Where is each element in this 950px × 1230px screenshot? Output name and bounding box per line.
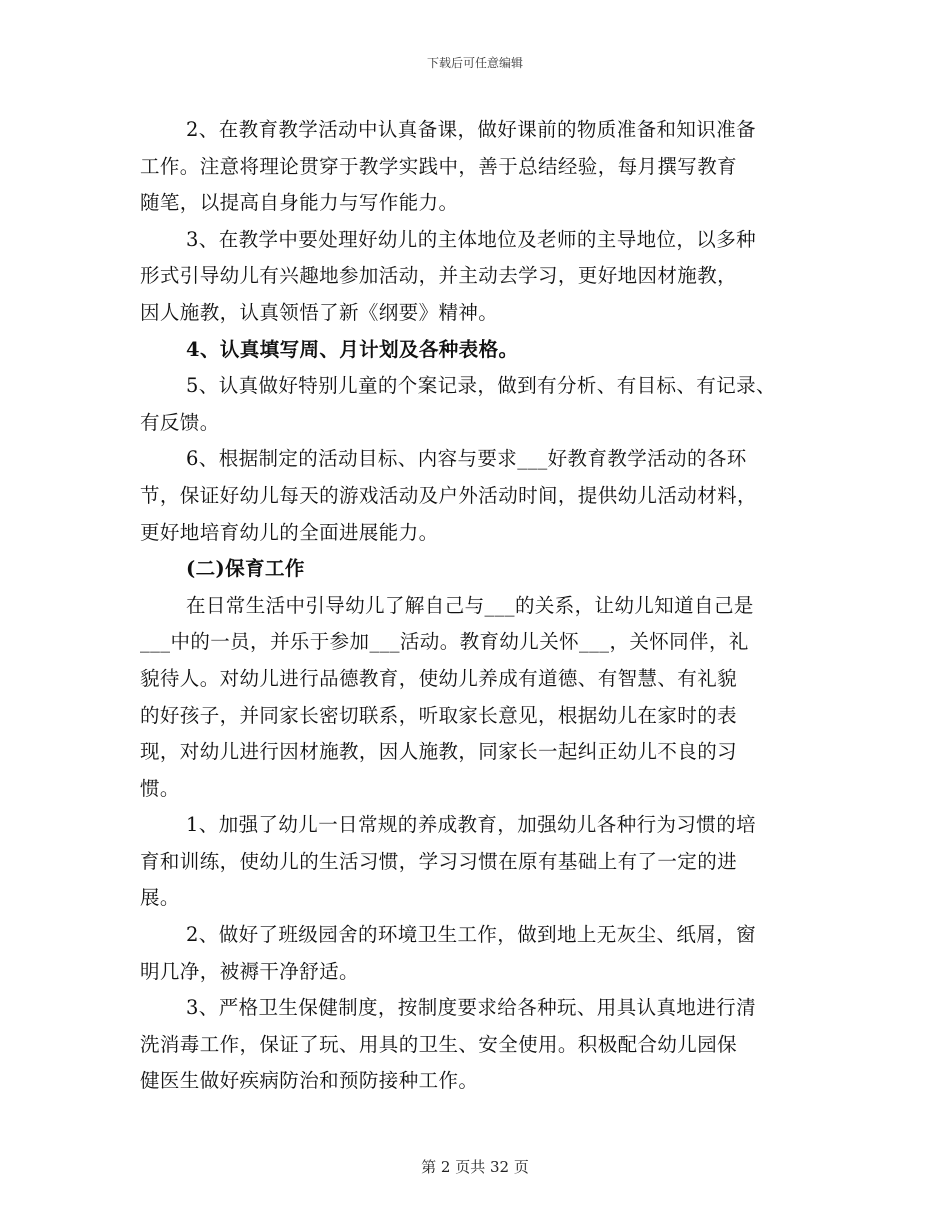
paragraph-line: 形式引导幼儿有兴趣地参加活动，并主动去学习，更好地因材施教， xyxy=(140,264,738,288)
paragraph-line: 貌待人。对幼儿进行品德教育，使幼儿养成有道德、有智慧、有礼貌 xyxy=(140,666,738,690)
paragraph-line: 1、加强了幼儿一日常规的养成教育，加强幼儿各种行为习惯的培 xyxy=(186,813,757,837)
paragraph-line: 的好孩子，并同家长密切联系，听取家长意见，根据幼儿在家时的表 xyxy=(140,703,738,727)
paragraph-line: ___中的一员，并乐于参加___活动。教育幼儿关怀___，关怀同伴，礼 xyxy=(140,630,749,654)
paragraph-line: 更好地培育幼儿的全面进展能力。 xyxy=(140,520,439,544)
paragraph-line: 有反馈。 xyxy=(140,410,220,434)
paragraph-line: 2、做好了班级园舍的环境卫生工作，做到地上无灰尘、纸屑，窗 xyxy=(186,923,757,947)
paragraph-line: 2、在教育教学活动中认真备课，做好课前的物质准备和知识准备 xyxy=(186,118,757,141)
section-heading: (二)保育工作 xyxy=(186,557,305,581)
paragraph-line: 工作。注意将理论贯穿于教学实践中，善于总结经验，每月撰写教育 xyxy=(140,154,738,178)
paragraph-line: 5、认真做好特别儿童的个案记录，做到有分析、有目标、有记录、 xyxy=(186,374,776,398)
bold-heading-line: 4、认真填写周、月计划及各种表格。 xyxy=(186,337,519,361)
paragraph-line: 健医生做好疾病防治和预防接种工作。 xyxy=(140,1069,479,1093)
document-body xyxy=(140,112,830,1100)
paragraph-line: 节，保证好幼儿每天的游戏活动及户外活动时间，提供幼儿活动材料， xyxy=(140,483,757,507)
page-footer: 第 2 页共 32 页 xyxy=(421,1158,529,1176)
paragraph-line: 明几净，被褥干净舒适。 xyxy=(140,959,359,983)
paragraph-line: 6、根据制定的活动目标、内容与要求___好教育教学活动的各环 xyxy=(186,447,747,471)
paragraph-line: 惯。 xyxy=(140,776,180,800)
paragraph-line: 展。 xyxy=(140,886,180,910)
paragraph-line: 育和训练，使幼儿的生活习惯，学习习惯在原有基础上有了一定的进 xyxy=(140,849,738,873)
paragraph-line: 3、在教学中要处理好幼儿的主体地位及老师的主导地位，以多种 xyxy=(186,227,757,251)
paragraph-line: 在日常生活中引导幼儿了解自己与___的关系，让幼儿知道自己是 xyxy=(186,593,754,617)
paragraph-line: 随笔，以提高自身能力与写作能力。 xyxy=(140,191,459,215)
paragraph-line: 洗消毒工作，保证了玩、用具的卫生、安全使用。积极配合幼儿园保 xyxy=(140,1032,738,1056)
paragraph-line: 因人施教，认真领悟了新《纲要》精神。 xyxy=(140,300,499,324)
paragraph-line: 现，对幼儿进行因材施教，因人施教，同家长一起纠正幼儿不良的习 xyxy=(140,740,738,764)
page-header: 下载后可任意编辑 xyxy=(426,56,523,70)
paragraph-line: 3、严格卫生保健制度，按制度要求给各种玩、用具认真地进行清 xyxy=(186,996,757,1020)
